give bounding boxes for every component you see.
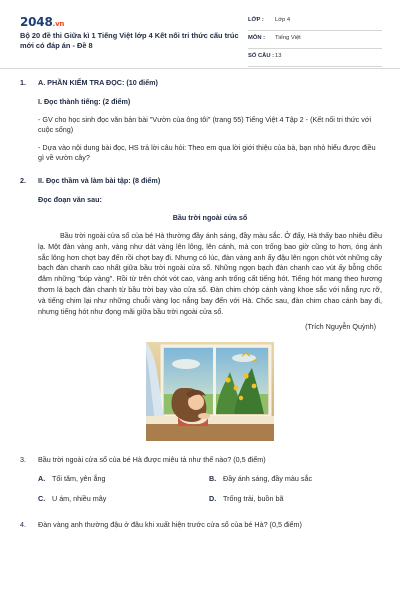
- site-logo[interactable]: [20, 14, 64, 31]
- option-text: Tối tăm, yên ắng: [52, 474, 106, 484]
- section-title: A. PHẦN KIỂM TRA ĐỌC: (10 điểm): [38, 78, 158, 87]
- option-text: Đầy ánh sáng, đầy màu sắc: [223, 474, 313, 484]
- meta-key: SỐ CÂU :: [248, 53, 275, 59]
- passage-text: Bầu trời ngoài cửa sổ của bé Hà thường đầy ánh sáng, đầy màu sắc. Ở đấy, Hà thấy bao nhiêu điều lạ. Một đàn vàng anh, vàng như dát vàng lên lông, lên cánh, mà con trống bao giờ cũng to hơn, óng ánh sắc lông hơn chợt bay đến rồi chợt bay đi. Nhưng có lúc, đàn vàng anh ấy đậu lên ngọn chót vót những cây bạch đàn chanh cao nhất giữa bầu trời ngoài cửa sổ. Những ngọn bạch đàn chanh cao vút ấy bỗng chốc đâm những "búp vàng". Rồi từ trên chót vót cao, vàng anh trống cất tiếng hót. Tiếng hót mang theo hương thơm lá bạch đàn chanh từ bầu trời bay vào cửa sổ. Đàn chim chớp cánh vàng khoe sắc với nắng rực rỡ, và tiếng chim lại như những chuỗi vàng lọc nắng bay đến với Hà. Chốc sau, đàn chim chao cánh bay đi, nhưng tiếng hót như đọng mãi giữa bầu trời ngoài cửa sổ.: [38, 230, 382, 316]
- instruction-paragraph: - Dựa vào nội dung bài đọc, HS trả lời câu hỏi: Theo em qua lời giới thiệu của bà, bạn nhỏ hiểu được điều gì về vườn cây?: [38, 142, 376, 163]
- option-b[interactable]: [209, 474, 380, 484]
- question-number: 4.: [20, 520, 26, 530]
- option-text: U ám, nhiều mây: [52, 493, 107, 503]
- logo-suffix: .vn: [52, 20, 65, 28]
- passage-title: Bầu trời ngoài cửa sổ: [172, 212, 248, 222]
- meta-table: [248, 15, 382, 69]
- meta-value: 13: [275, 53, 282, 59]
- meta-value: Lớp 4: [275, 17, 291, 23]
- header-divider: [0, 68, 400, 69]
- document-title: Bộ 20 đề thi Giữa kì 1 Tiếng Việt lớp 4 Kết nối tri thức cấu trúc mới có đáp án - Đề 8: [20, 31, 239, 50]
- meta-row-class: [248, 15, 382, 31]
- logo-text: 2048: [20, 15, 53, 29]
- option-letter: D.: [209, 493, 217, 503]
- option-letter: A.: [38, 474, 46, 484]
- meta-key: LỚP :: [248, 17, 264, 23]
- section-2-body: [20, 195, 382, 441]
- section-heading-1: [20, 78, 382, 88]
- section-heading-2: [20, 176, 382, 186]
- question-text: Bầu trời ngoài cửa sổ của bé Hà được miêu tả như thế nào? (0,5 điểm): [38, 454, 266, 464]
- document-body: [20, 78, 382, 531]
- section-1-body: [20, 97, 382, 163]
- girl-at-window-illustration: [146, 342, 274, 441]
- subheading-reading-aloud: I. Đọc thành tiếng: (2 điểm): [38, 97, 131, 107]
- option-letter: C.: [38, 493, 46, 503]
- option-text: Trống trải, buồn bã: [223, 493, 284, 503]
- instruction-paragraph: - GV cho học sinh đọc văn bản bài "Vườn của ông tôi" (trang 55) Tiếng Việt 4 Tập 2 - (Kết nối tri thức với cuộc sống): [38, 114, 372, 135]
- meta-key: MÔN :: [248, 35, 266, 41]
- option-c[interactable]: [38, 494, 209, 504]
- meta-row-subject: [248, 33, 382, 49]
- question-text: Đàn vàng anh thường đậu ở đâu khi xuất hiện trước cửa sổ của bé Hà? (0,5 điểm): [38, 520, 302, 530]
- subheading-read-passage: Đọc đoạn văn sau:: [38, 195, 102, 205]
- question-number: 3.: [20, 454, 26, 464]
- answer-options: [20, 474, 382, 504]
- section-number: 1.: [20, 78, 26, 87]
- document-header: [20, 12, 382, 66]
- option-letter: B.: [209, 474, 217, 484]
- option-d[interactable]: [209, 494, 380, 504]
- section-number: 2.: [20, 175, 26, 185]
- passage-author: (Trích Nguyễn Quỳnh): [305, 322, 376, 332]
- meta-value: Tiếng Việt: [275, 35, 301, 41]
- question-3: [20, 455, 382, 465]
- question-4: [20, 520, 382, 530]
- meta-row-question-count: [248, 51, 382, 67]
- option-a[interactable]: [38, 474, 209, 484]
- section-title: II. Đọc thầm và làm bài tập: (8 điểm): [38, 175, 161, 185]
